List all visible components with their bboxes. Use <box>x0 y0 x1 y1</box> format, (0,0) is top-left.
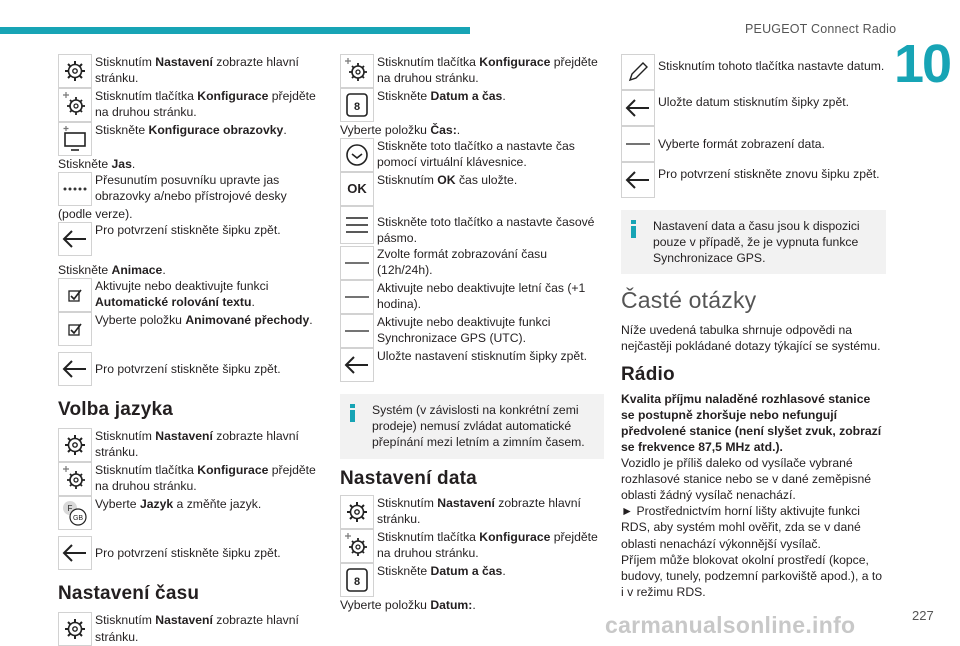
step-text: Stiskněte Konfigurace obrazovky. <box>95 123 287 137</box>
back-step <box>58 222 322 256</box>
ok-icon: OK <box>340 172 374 206</box>
clock-text: Stiskněte toto tlačítko a nastavte čas pomocí virtuální klávesnice. <box>377 139 575 170</box>
step-text: Vyberte Jazyk a změňte jazyk. <box>95 497 262 512</box>
column-1 <box>58 54 322 646</box>
section-heading-faq: Časté otázky <box>621 287 757 314</box>
gear-icon <box>58 612 92 646</box>
info-icon <box>631 220 636 234</box>
ok-text: Stisknutím OK čas uložte. <box>377 173 518 188</box>
menu-icon <box>340 206 374 244</box>
step-row <box>621 126 886 162</box>
step-text: Stiskněte Datum a čas. <box>377 563 506 578</box>
step-row <box>58 612 322 646</box>
faq-question: Kvalita příjmu naladěné rozhlasové stanice se postupně zhoršuje nebo nefungují předvolené stanice (není slyšet zvuk, zobrazí se frekvence 87,5 MHz atd.). <box>621 391 882 454</box>
column-2 <box>340 54 604 613</box>
step-row <box>58 88 322 122</box>
slider-text: Přesunutím posuvníku upravte jas obrazovky a/nebo přístrojové desky <box>95 173 287 204</box>
back-step <box>58 536 322 570</box>
clock-date-icon <box>340 88 374 122</box>
step-row <box>340 54 604 88</box>
step-text: Vyberte formát zobrazení data. <box>658 137 825 151</box>
gear-plus-icon <box>58 88 92 122</box>
gear-icon <box>340 495 374 529</box>
back-step <box>58 352 322 386</box>
format-text: Zvolte formát zobrazování času (12h/24h). <box>377 247 548 278</box>
svg-text:8: 8 <box>353 575 361 588</box>
page-number: 227 <box>912 608 934 623</box>
svg-text:F: F <box>67 504 73 514</box>
svg-text:8: 8 <box>353 101 361 113</box>
step-row <box>340 88 604 122</box>
step-text: Stisknutím tlačítka Konfigurace přejděte na druhou stránku. <box>95 89 316 120</box>
summer-text: Aktivujte nebo deaktivujte letní čas (+1 hodina). <box>377 281 586 312</box>
header-title: PEUGEOT Connect Radio <box>745 22 897 36</box>
check-step <box>58 278 322 312</box>
step-text: Stisknutím tlačítka Konfigurace přejděte na druhou stránku. <box>377 55 598 86</box>
chapter-number: 10 <box>884 36 960 92</box>
faq-answer: ► Prostřednictvím horní lišty aktivujte funkci RDS, aby systém mohl ověřit, zda se v dané oblasti nenachází výkonnější vysílač. <box>621 504 861 551</box>
zone-text: Stiskněte toto tlačítko a nastavte časové pásmo. <box>377 215 595 246</box>
slider-step <box>58 172 322 206</box>
header-accent-bar <box>0 27 470 34</box>
step-row <box>58 496 322 530</box>
gear-plus-icon <box>58 462 92 496</box>
dash-icon <box>340 280 374 314</box>
gear-icon <box>58 54 92 88</box>
info-icon <box>350 404 355 418</box>
check-text: Aktivujte nebo deaktivujte funkci Automatické rolování textu. <box>95 279 269 310</box>
section-heading-date: Nastavení data <box>340 467 477 489</box>
step-text: Pro potvrzení stiskněte znovu šipku zpět. <box>658 167 880 181</box>
dash-icon <box>621 126 655 162</box>
slider-icon <box>58 172 92 206</box>
step-row <box>621 54 886 90</box>
back-arrow-icon <box>58 222 92 256</box>
check-text: Vyberte položku Animované přechody. <box>95 313 313 328</box>
step-row <box>340 529 604 563</box>
watermark: carmanualsonline.info <box>605 612 856 638</box>
back-arrow-icon <box>58 352 92 386</box>
step-text: Stisknutím Nastavení zobrazte hlavní stránku. <box>95 613 299 644</box>
clock-date-icon <box>340 563 374 597</box>
faq-answer: Vozidlo je příliš daleko od vysílače vybrané rozhlasové stanice nebo se v dané zeměpisné oblasti žádný vysílač nenachází. <box>621 456 871 503</box>
format-step <box>340 246 604 280</box>
column-3 <box>621 54 886 600</box>
step-text: Stisknutím Nastavení zobrazte hlavní stránku. <box>95 55 299 86</box>
step-row <box>58 54 322 88</box>
step-row <box>340 495 604 529</box>
clock-step <box>340 138 604 172</box>
section-heading-language: Volba jazyka <box>58 399 174 421</box>
gear-plus-icon <box>340 529 374 563</box>
section-heading-time: Nastavení času <box>58 583 200 605</box>
step-row <box>58 462 322 496</box>
back-text: Pro potvrzení stiskněte šipku zpět. <box>95 362 281 377</box>
back-text: Uložte nastavení stisknutím šipky zpět. <box>377 349 587 364</box>
animace-line: Stiskněte Animace. <box>58 263 166 278</box>
faq-intro: Níže uvedená tabulka shrnuje odpovědi na nejčastěji pokládané dotazy týkající se systému. <box>621 323 881 354</box>
section-heading-radio: Rádio <box>621 363 675 385</box>
note-text: Systém (v závislosti na konkrétní zemi prodeje) nemusí zvládat automatické přepínání mezi letním a zimním časem. <box>372 403 585 450</box>
step-row <box>621 162 886 198</box>
step-text: Stisknutím Nastavení zobrazte hlavní stránku. <box>377 495 581 526</box>
svg-text:GB: GB <box>72 515 84 523</box>
gps-text: Aktivujte nebo deaktivujte funkci Synchronizace GPS (UTC). <box>377 315 551 346</box>
back-text: Pro potvrzení stiskněte šipku zpět. <box>95 223 281 238</box>
slider-text-tail: (podle verze). <box>58 207 133 222</box>
dash-icon <box>340 314 374 348</box>
jas-line: Stiskněte Jas. <box>58 157 136 171</box>
step-row <box>340 563 604 597</box>
note-text: Nastavení data a času jsou k dispozici pouze v případě, že je vypnuta funkce Synchronizace GPS. <box>653 219 860 266</box>
gear-icon <box>58 428 92 462</box>
info-note <box>340 394 604 458</box>
zone-step <box>340 206 604 246</box>
datum-line: Vyberte položku Datum:. <box>340 597 476 612</box>
language-flags-icon <box>58 496 92 530</box>
faq-answer: Příjem může blokovat okolní prostředí (kopce, budovy, tunely, podzemní parkoviště apod.), a to i v režimu RDS. <box>621 552 883 599</box>
step-text: Stisknutím tlačítka Konfigurace přejděte na druhou stránku. <box>95 463 316 494</box>
back-step <box>340 348 604 382</box>
ok-step <box>340 172 604 206</box>
step-row <box>621 90 886 126</box>
gear-plus-icon <box>340 54 374 88</box>
info-note <box>621 210 886 274</box>
step-row <box>58 428 322 462</box>
checkbox-icon <box>58 312 92 346</box>
step-text: Stisknutím tlačítka Konfigurace přejděte na druhou stránku. <box>377 529 598 560</box>
dash-icon <box>340 246 374 280</box>
cas-line: Vyberte položku Čas:. <box>340 123 461 137</box>
clock-icon <box>340 138 374 172</box>
step-text: Stisknutím tohoto tlačítka nastavte datum. <box>658 59 885 73</box>
step-text: Stiskněte Datum a čas. <box>377 89 506 103</box>
checkbox-icon <box>58 278 92 312</box>
back-arrow-icon <box>340 348 374 382</box>
step-text: Uložte datum stisknutím šipky zpět. <box>658 95 850 109</box>
back-arrow-icon <box>58 536 92 570</box>
pencil-icon <box>621 54 655 90</box>
summer-step <box>340 280 604 314</box>
step-row <box>58 122 322 156</box>
back-arrow-icon <box>621 162 655 198</box>
back-text: Pro potvrzení stiskněte šipku zpět. <box>95 546 281 561</box>
step-text: Stisknutím Nastavení zobrazte hlavní stránku. <box>95 429 299 460</box>
check-step <box>58 312 322 346</box>
screen-settings-icon <box>58 122 92 156</box>
back-arrow-icon <box>621 90 655 126</box>
gps-step <box>340 314 604 348</box>
